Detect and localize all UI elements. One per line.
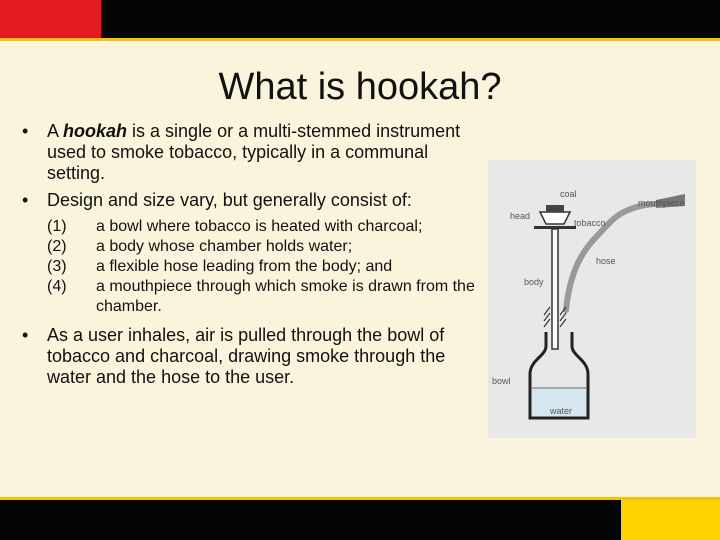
top-bar: [0, 0, 720, 38]
top-red-block: [0, 0, 101, 38]
bottom-yellow-block: [621, 500, 720, 540]
top-gold-rule: [0, 38, 720, 41]
label-bowl: bowl: [492, 376, 511, 386]
slide-content: [22, 121, 477, 394]
bullet-definition-post: is a single or a multi-stemmed instrument used to smoke tobacco, typically in a communal setting.: [47, 121, 461, 183]
label-head: head: [510, 211, 531, 221]
label-body: body: [524, 277, 544, 287]
list-item: [47, 277, 477, 317]
item-number: (2): [47, 238, 67, 255]
bullet-definition-pre: A: [47, 121, 64, 141]
slide-title: What is hookah?: [218, 66, 502, 108]
item-number: (1): [47, 218, 67, 235]
list-item: [47, 237, 477, 257]
hookah-diagram: [488, 160, 696, 438]
label-mouthpiece: mouthpiece: [638, 198, 685, 208]
bullet-design-text: Design and size vary, but generally consist of:: [47, 190, 412, 210]
item-text: a mouthpiece through which smoke is drawn from the chamber.: [96, 278, 475, 315]
bullet-dot: •: [22, 325, 29, 345]
bullet-dot: •: [22, 190, 29, 210]
item-text: a flexible hose leading from the body; and: [96, 258, 393, 275]
item-text: a body whose chamber holds water;: [96, 238, 353, 255]
label-tobacco: tobacco: [574, 218, 606, 228]
label-coal: coal: [560, 189, 577, 199]
bottom-bar: [0, 500, 720, 540]
list-item: [47, 217, 477, 237]
bullet-inhale: [22, 325, 477, 388]
hookah-illustration: [488, 160, 696, 438]
bullet-dot: •: [22, 121, 29, 141]
parts-list: [47, 217, 477, 317]
hookah-term: hookah: [63, 121, 128, 141]
list-item: [47, 257, 477, 277]
bullet-design: [22, 190, 477, 211]
label-water: water: [550, 406, 573, 416]
stem-shape: [552, 229, 558, 349]
head-shape: [540, 212, 570, 224]
bullet-inhale-text: As a user inhales, air is pulled through the bowl of tobacco and charcoal, drawing smoke through the water and the hose to the user.: [47, 325, 446, 387]
item-text: a bowl where tobacco is heated with charcoal;: [96, 218, 423, 235]
item-number: (4): [47, 278, 67, 295]
bullet-definition: [22, 121, 477, 184]
item-number: (3): [47, 258, 67, 275]
label-hose: hose: [596, 256, 616, 266]
coal-shape: [546, 205, 564, 212]
